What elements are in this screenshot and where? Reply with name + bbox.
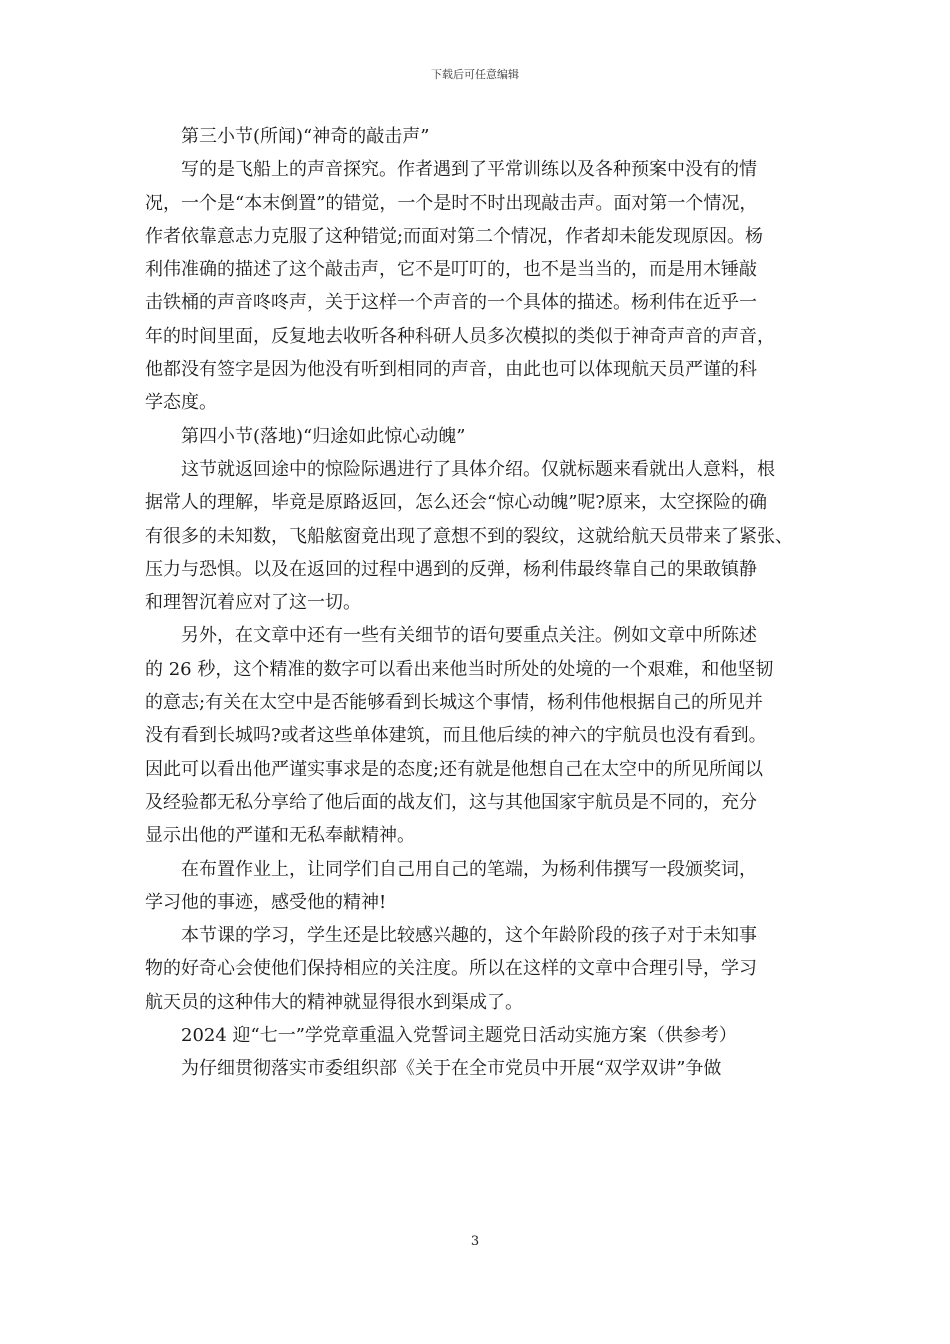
paragraph-line: 学态度。 <box>145 392 217 414</box>
paragraph-line: 作者依靠意志力克服了这种错觉;而面对第二个情况，作者却未能发现原因。杨 <box>145 225 764 247</box>
section-heading-4: 第四小节(落地)“归途如此惊心动魄” <box>181 425 466 447</box>
paragraph-line: 本节课的学习，学生还是比较感兴趣的，这个年龄阶段的孩子对于未知事 <box>181 925 757 947</box>
paragraph-line: 因此可以看出他严谨实事求是的态度;还有就是他想自己在太空中的所见所闻以 <box>145 758 764 780</box>
paragraph-line: 利伟准确的描述了这个敲击声，它不是叮叮的，也不是当当的，而是用木锤敲 <box>145 259 757 281</box>
paragraph-line: 据常人的理解，毕竟是原路返回，怎么还会“惊心动魄”呢?原来，太空探险的确 <box>145 492 768 514</box>
paragraph-line: 物的好奇心会使他们保持相应的关注度。所以在这样的文章中合理引导，学习 <box>145 958 757 980</box>
paragraph-line: 击铁桶的声音咚咚声，关于这样一个声音的一个具体的描述。杨利伟在近乎一 <box>145 292 757 314</box>
paragraph-line: 学习他的事迹，感受他的精神! <box>145 891 387 913</box>
paragraph-line: 有很多的未知数，飞船舷窗竟出现了意想不到的裂纹，这就给航天员带来了紧张、 <box>145 525 793 547</box>
paragraph-line: 和理智沉着应对了这一切。 <box>145 592 361 614</box>
page-number: 3 <box>470 1234 480 1249</box>
paragraph-line: 在布置作业上，让同学们自己用自己的笔端，为杨利伟撰写一段颁奖词， <box>181 858 757 880</box>
paragraph-line: 年的时间里面，反复地去收听各种科研人员多次模拟的类似于神奇声音的声音， <box>145 325 775 347</box>
paragraph-line: 航天员的这种伟大的精神就显得很水到渠成了。 <box>145 991 523 1013</box>
paragraph-line: 显示出他的严谨和无私奉献精神。 <box>145 825 415 847</box>
document-body <box>145 120 810 1086</box>
paragraph-line: 的 26 秒，这个精准的数字可以看出来他当时所处的处境的一个艰难，和他坚韧 <box>145 658 774 680</box>
document-title: 2024 迎“七一”学党章重温入党誓词主题党日活动实施方案（供参考） <box>181 1025 737 1047</box>
paragraph-line: 压力与恐惧。以及在返回的过程中遇到的反弹，杨利伟最终靠自己的果敢镇静 <box>145 558 757 580</box>
paragraph-line: 他都没有签字是因为他没有听到相同的声音，由此也可以体现航天员严谨的科 <box>145 359 757 381</box>
paragraph-line: 况，一个是“本末倒置”的错觉，一个是时不时出现敲击声。面对第一个情况， <box>145 192 758 214</box>
paragraph-line: 这节就返回途中的惊险际遇进行了具体介绍。仅就标题来看就出人意料，根 <box>181 458 775 480</box>
paragraph-line: 为仔细贯彻落实市委组织部《关于在全市党员中开展“双学双讲”争做 <box>181 1058 722 1080</box>
header-note: 下载后可任意编辑 <box>431 68 519 81</box>
section-heading-3: 第三小节(所闻)“神奇的敲击声” <box>181 126 430 147</box>
paragraph-line: 及经验都无私分享给了他后面的战友们，这与其他国家宇航员是不同的，充分 <box>145 791 757 813</box>
paragraph-line: 另外，在文章中还有一些有关细节的语句要重点关注。例如文章中所陈述 <box>181 625 757 647</box>
paragraph-line: 的意志;有关在太空中是否能够看到长城这个事情，杨利伟他根据自己的所见并 <box>145 692 764 714</box>
paragraph-line: 写的是飞船上的声音探究。作者遇到了平常训练以及各种预案中没有的情 <box>181 159 757 181</box>
paragraph-line: 没有看到长城吗?或者这些单体建筑，而且他后续的神六的宇航员也没有看到。 <box>145 725 767 747</box>
